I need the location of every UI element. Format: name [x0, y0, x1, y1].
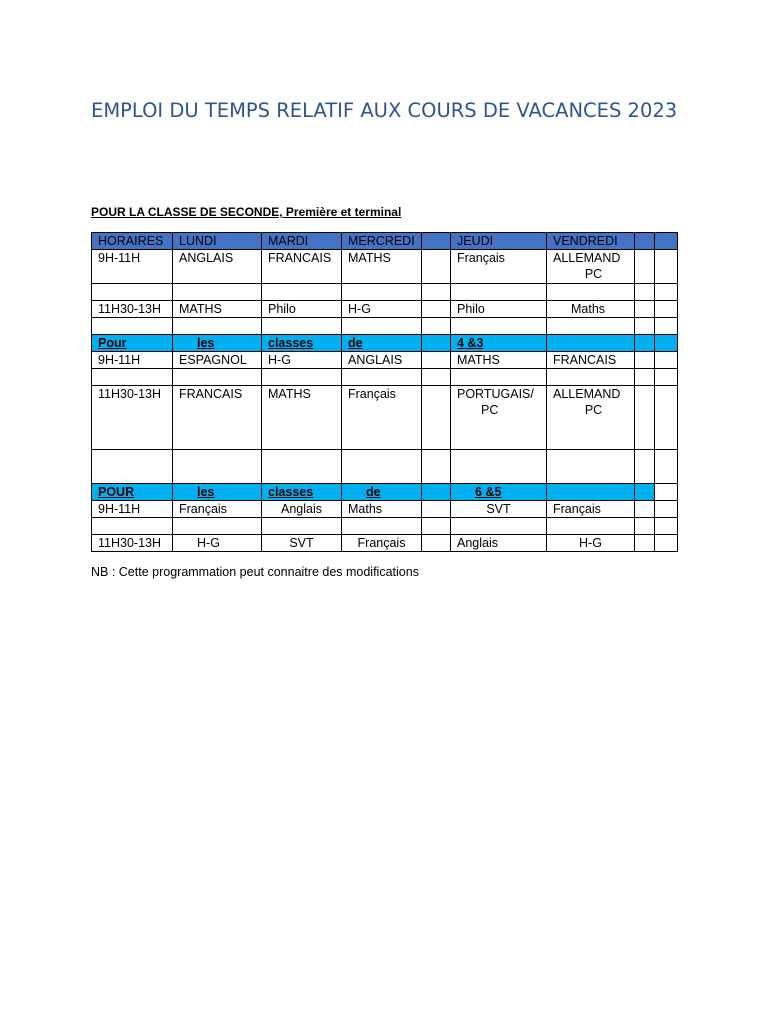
table-row	[92, 352, 678, 369]
timetable	[91, 232, 678, 552]
cell-empty	[635, 301, 655, 318]
time-cell: 9H-11H	[92, 250, 173, 284]
cell-empty	[635, 501, 655, 518]
cell-line: PC	[481, 403, 499, 417]
cell-lundi: ANGLAIS	[173, 250, 262, 284]
cell-mercredi: Français	[342, 386, 422, 450]
table-row	[92, 369, 678, 386]
section-label: classes	[262, 484, 342, 501]
table-row	[92, 450, 678, 484]
cell-empty	[655, 535, 678, 552]
cell-empty	[655, 352, 678, 369]
cell-empty	[422, 301, 451, 318]
cell-line: ALLEMAND	[553, 387, 621, 401]
section-row	[92, 335, 678, 352]
section-label: de	[342, 335, 422, 352]
header-horaires: HORAIRES	[92, 233, 173, 250]
cell-empty	[635, 250, 655, 284]
cell-vendredi: Français	[547, 501, 635, 518]
cell-empty	[422, 386, 451, 450]
table-row	[92, 301, 678, 318]
cell-mercredi: ANGLAIS	[342, 352, 422, 369]
table-row	[92, 386, 678, 450]
cell-vendredi: FRANCAIS	[547, 352, 635, 369]
time-cell: 11H30-13H	[92, 535, 173, 552]
header-empty	[422, 233, 451, 250]
cell-empty	[422, 501, 451, 518]
cell-vendredi	[547, 386, 635, 450]
cell-empty	[655, 250, 678, 284]
time-cell: 9H-11H	[92, 352, 173, 369]
cell-mardi: FRANCAIS	[262, 250, 342, 284]
cell-empty	[655, 386, 678, 450]
cell-jeudi: Anglais	[451, 535, 547, 552]
cell-empty	[422, 352, 451, 369]
cell-lundi: MATHS	[173, 301, 262, 318]
cell-mercredi: Français	[342, 535, 422, 552]
table-row	[92, 535, 678, 552]
header-jeudi: JEUDI	[451, 233, 547, 250]
header-lundi: LUNDI	[173, 233, 262, 250]
page-title: EMPLOI DU TEMPS RELATIF AUX COURS DE VACANCES 2023	[91, 99, 678, 122]
table-row	[92, 250, 678, 284]
cell-lundi: Français	[173, 501, 262, 518]
section-label: Pour	[92, 335, 173, 352]
cell-jeudi: MATHS	[451, 352, 547, 369]
section-row	[92, 484, 678, 501]
section-label: de	[342, 484, 422, 501]
cell-mardi: Philo	[262, 301, 342, 318]
section-label: les	[173, 335, 262, 352]
cell-mercredi: MATHS	[342, 250, 422, 284]
cell-empty	[422, 535, 451, 552]
section-label: POUR	[92, 484, 173, 501]
cell-empty	[635, 535, 655, 552]
cell-jeudi	[451, 386, 547, 450]
footnote: NB : Cette programmation peut connaitre des modifications	[91, 565, 419, 579]
table-row	[92, 501, 678, 518]
cell-jeudi: Français	[451, 250, 547, 284]
cell-vendredi: Maths	[547, 301, 635, 318]
cell-mardi: Anglais	[262, 501, 342, 518]
time-cell: 11H30-13H	[92, 301, 173, 318]
section-label: classes	[262, 335, 342, 352]
cell-lundi: H-G	[173, 535, 262, 552]
cell-line: PORTUGAIS/	[457, 387, 534, 401]
cell-line: PC	[584, 403, 603, 417]
cell-mardi: MATHS	[262, 386, 342, 450]
cell-empty	[655, 301, 678, 318]
section-label: les	[173, 484, 262, 501]
header-row	[92, 233, 678, 250]
time-cell: 11H30-13H	[92, 386, 173, 450]
cell-line: PC	[584, 267, 603, 281]
section-label: 4 &3	[451, 335, 547, 352]
cell-mercredi: H-G	[342, 301, 422, 318]
cell-empty	[422, 250, 451, 284]
table-row	[92, 518, 678, 535]
cell-line: ALLEMAND	[553, 251, 621, 265]
cell-mardi: H-G	[262, 352, 342, 369]
cell-empty	[635, 386, 655, 450]
cell-mercredi: Maths	[342, 501, 422, 518]
table-row	[92, 284, 678, 301]
cell-vendredi: H-G	[547, 535, 635, 552]
time-cell: 9H-11H	[92, 501, 173, 518]
cell-empty	[635, 352, 655, 369]
header-empty	[635, 233, 655, 250]
header-empty	[655, 233, 678, 250]
cell-jeudi: Philo	[451, 301, 547, 318]
cell-jeudi: SVT	[451, 501, 547, 518]
header-vendredi: VENDREDI	[547, 233, 635, 250]
cell-vendredi	[547, 250, 635, 284]
cell-empty	[655, 501, 678, 518]
cell-lundi: FRANCAIS	[173, 386, 262, 450]
header-mercredi: MERCREDI	[342, 233, 422, 250]
cell-lundi: ESPAGNOL	[173, 352, 262, 369]
table-row	[92, 318, 678, 335]
cell-mardi: SVT	[262, 535, 342, 552]
section-label: 6 &5	[451, 484, 547, 501]
header-mardi: MARDI	[262, 233, 342, 250]
class-subtitle: POUR LA CLASSE DE SECONDE, Première et terminal	[91, 205, 402, 219]
